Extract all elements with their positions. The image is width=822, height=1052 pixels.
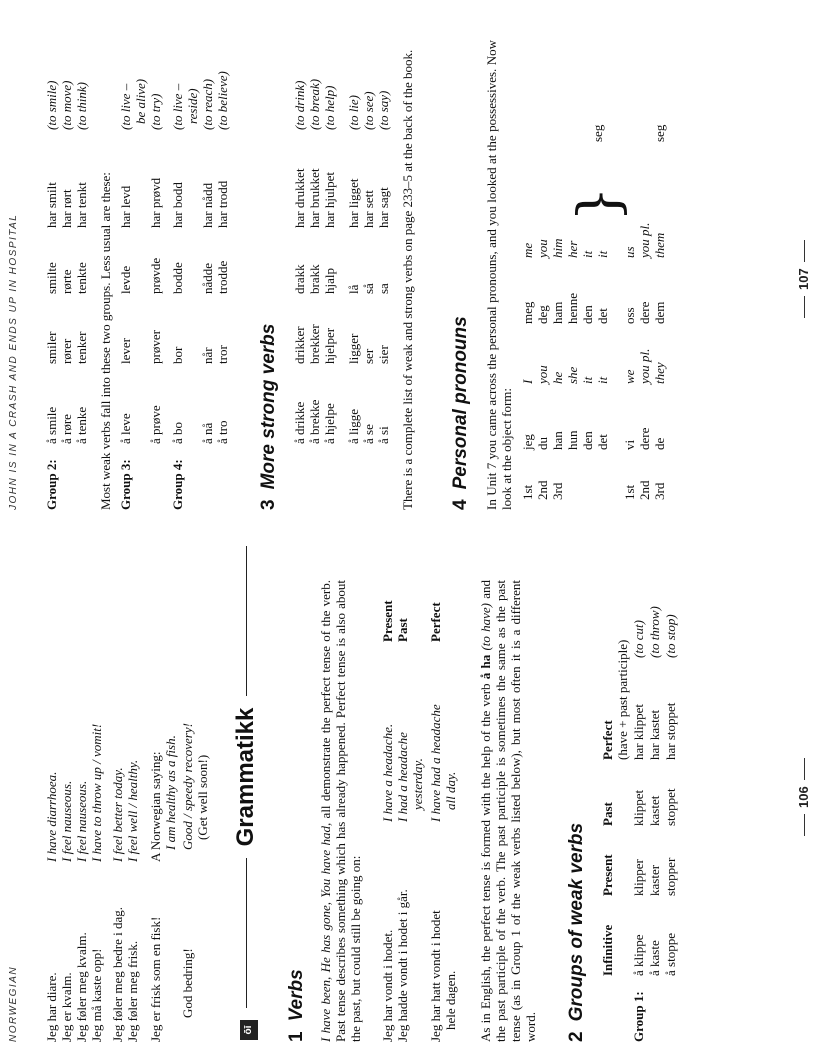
phrase-no: Jeg føler meg kvalm. bbox=[74, 932, 89, 1042]
weak-verbs-table bbox=[600, 588, 678, 1042]
reflexive-pronoun: seg bbox=[652, 124, 667, 142]
subject-pronoun: den bbox=[580, 431, 595, 450]
group-label: Group 3: bbox=[118, 459, 133, 510]
object-gloss: it bbox=[595, 250, 610, 258]
verb-perfect: har levd bbox=[118, 185, 133, 228]
verb-present: drikker bbox=[292, 326, 307, 364]
verb-present: brekker bbox=[307, 324, 322, 364]
phrase-no: Jeg har diare. bbox=[44, 972, 59, 1042]
verb-past: trodde bbox=[215, 260, 230, 294]
phrase-en: I have diarrhoea. bbox=[44, 771, 59, 862]
verb-past: kastet bbox=[647, 795, 662, 826]
tense-label: Past bbox=[395, 618, 410, 642]
tense-examples bbox=[380, 582, 425, 1042]
object-gloss: her bbox=[565, 240, 580, 258]
verb-present: tror bbox=[215, 345, 230, 364]
verb-perfect: har ligget bbox=[346, 178, 361, 228]
verb-gloss: (to break) bbox=[307, 78, 322, 130]
verb-perfect: har drukket bbox=[292, 168, 307, 228]
verb-perfect: har sett bbox=[361, 190, 376, 228]
subject-pronoun: du bbox=[535, 437, 550, 450]
verb-past: levde bbox=[118, 265, 133, 294]
verb-gloss: (to believe) bbox=[215, 71, 230, 130]
verb-past: rørte bbox=[59, 269, 74, 294]
subject-gloss: we bbox=[622, 369, 637, 384]
example-no: Jeg har vondt i hodet. bbox=[380, 929, 395, 1042]
object-pronoun: det bbox=[595, 308, 610, 324]
verb-past: hjalp bbox=[322, 268, 337, 294]
col-present: Present bbox=[600, 854, 615, 896]
section-number: 4 bbox=[450, 499, 471, 510]
pronouns-singular-table bbox=[520, 198, 610, 500]
section-title: Groups of weak verbs bbox=[566, 822, 587, 1022]
aux-gloss: (to have) bbox=[478, 603, 493, 655]
paragraph-text: As in English, the perfect tense is formed with the help of the verb bbox=[478, 679, 493, 1042]
verb-past: nådde bbox=[200, 262, 215, 294]
object-gloss: me bbox=[520, 242, 535, 258]
person: 1st bbox=[622, 484, 637, 500]
verb-present: bor bbox=[170, 346, 185, 364]
verb-infinitive: å prøve bbox=[148, 405, 163, 444]
object-pronoun: meg bbox=[520, 301, 535, 324]
group-3-table bbox=[118, 60, 163, 510]
verb-gloss: (to try) bbox=[148, 93, 163, 130]
object-pronoun: ham bbox=[550, 301, 565, 324]
subject-pronoun: jeg bbox=[520, 434, 535, 450]
verb-gloss: (to think) bbox=[74, 81, 89, 130]
rule-left bbox=[246, 858, 247, 1008]
section-3-heading bbox=[258, 324, 280, 510]
group-label: Group 4: bbox=[170, 459, 185, 510]
verb-past: bodde bbox=[170, 262, 185, 294]
phrase-no: Jeg må kaste opp! bbox=[89, 948, 104, 1042]
curly-brace-icon: } bbox=[567, 186, 632, 222]
page-107 bbox=[0, 0, 822, 524]
pronouns-intro: In Unit 7 you came across the personal pronouns, and you looked at the possessives. Now look at the object form: bbox=[484, 40, 514, 510]
saying-translation: I am healthy as a fish. bbox=[163, 735, 178, 850]
verb-infinitive: å klippe bbox=[631, 934, 646, 976]
phrase-no: Jeg er frisk som en fisk! bbox=[148, 916, 163, 1042]
verb-present: klipper bbox=[631, 859, 646, 896]
verb-perfect: har brukket bbox=[307, 168, 322, 228]
subject-gloss: he bbox=[550, 371, 565, 384]
verb-perfect: har tenkt bbox=[74, 182, 89, 228]
verb-perfect: har sagt bbox=[376, 187, 391, 228]
verb-infinitive: å røre bbox=[59, 414, 74, 444]
col-past: Past bbox=[600, 802, 615, 826]
verb-present: ligger bbox=[346, 333, 361, 364]
verb-infinitive: å bo bbox=[170, 421, 185, 444]
example-en: I have had a headache bbox=[428, 704, 443, 822]
verb-list-note: There is a complete list of weak and strong verbs on page 233–5 at the back of the book. bbox=[400, 49, 415, 510]
verb-perfect: har hjulpet bbox=[322, 172, 337, 228]
verb-infinitive: å se bbox=[361, 424, 376, 444]
subject-pronoun: de bbox=[652, 437, 667, 450]
tense-examples-perfect bbox=[428, 582, 458, 1042]
phrase-list-2 bbox=[110, 562, 140, 1042]
object-pronoun: oss bbox=[622, 307, 637, 324]
verb-gloss: (to reach) bbox=[200, 78, 215, 130]
subject-pronoun: dere bbox=[637, 427, 652, 450]
page-106 bbox=[0, 532, 822, 1052]
verb-present: sier bbox=[376, 345, 391, 364]
object-gloss: you pl. bbox=[637, 222, 652, 258]
person: 1st bbox=[520, 484, 535, 500]
verb-infinitive: å stoppe bbox=[663, 933, 678, 976]
verb-gloss-block bbox=[170, 60, 200, 130]
example-no: Jeg har hatt vondt i hodet bbox=[428, 910, 443, 1042]
tense-label: Present bbox=[380, 600, 395, 642]
verb-present: rører bbox=[59, 338, 74, 364]
col-infinitive: Infinitive bbox=[600, 924, 615, 976]
verb-past: drakk bbox=[292, 264, 307, 294]
verb-gloss: (to throw) bbox=[647, 606, 662, 658]
phrase-no: Jeg er kvalm. bbox=[59, 972, 74, 1042]
verb-infinitive: å leve bbox=[118, 413, 133, 444]
object-pronoun: den bbox=[580, 305, 595, 324]
section-2-heading bbox=[566, 823, 588, 1042]
object-pronoun: dere bbox=[637, 301, 652, 324]
col-perfect bbox=[600, 588, 630, 760]
page-number: 106 bbox=[796, 786, 811, 808]
phrase-list-1 bbox=[44, 562, 104, 1042]
paragraph-text: and the past participle of the verb. The past participle is sometimes the same as the past tense (as in Group 1 of the weak verbs listed below), but most often it is a different word. bbox=[478, 580, 538, 1042]
verb-perfect: har bodd bbox=[170, 182, 185, 228]
verb-gloss: (to help) bbox=[322, 85, 337, 130]
verb-past: tenkte bbox=[74, 262, 89, 294]
subject-pronoun: vi bbox=[622, 439, 637, 450]
section-title: Verbs bbox=[286, 969, 307, 1022]
verb-gloss: (to smile) bbox=[44, 80, 59, 130]
page-number: 107 bbox=[796, 268, 811, 290]
verb-perfect: har smilt bbox=[44, 182, 59, 228]
tense-label: Perfect bbox=[428, 602, 443, 642]
group-label: Group 1: bbox=[631, 991, 646, 1042]
phrase-en-gloss: (Get well soon!) bbox=[195, 754, 210, 840]
object-gloss: them bbox=[652, 232, 667, 258]
subject-gloss: she bbox=[565, 366, 580, 384]
verb-gloss: (to cut) bbox=[631, 620, 646, 658]
paragraph-text: all demonstrate the perfect tense of the verb. Past tense describes something which has already happened. Perfect tense is also about the past, but could still be going on: bbox=[318, 580, 363, 1042]
running-head-right: JOHN IS IN A CRASH AND ENDS UP IN HOSPITAL bbox=[8, 213, 19, 510]
verb-infinitive: å tenke bbox=[74, 406, 89, 444]
section-title: More strong verbs bbox=[258, 323, 279, 490]
verb-perfect: har rørt bbox=[59, 189, 74, 228]
verb-past: lå bbox=[346, 284, 361, 294]
example-en: I have a headache. bbox=[380, 723, 395, 822]
verb-infinitive: å drikke bbox=[292, 401, 307, 444]
example-no-cont: hele dagen. bbox=[443, 970, 458, 1030]
phrase-no: Jeg føler meg bedre i dag. bbox=[110, 906, 125, 1042]
rule-right bbox=[246, 546, 247, 696]
verb-perfect: har nådd bbox=[200, 182, 215, 228]
grammar-title: Grammatikk bbox=[232, 707, 259, 847]
grammar-icon: ōī bbox=[240, 1020, 258, 1040]
weak-verbs-note: Most weak verbs fall into these two groups. Less usual are these: bbox=[98, 172, 113, 510]
col-perfect-label: Perfect bbox=[600, 720, 615, 760]
strong-verbs-table-2 bbox=[346, 60, 391, 510]
verb-infinitive: å hjelpe bbox=[322, 403, 337, 444]
aux-verb: å ha bbox=[478, 654, 493, 680]
verb-gloss: (to lie) bbox=[346, 94, 361, 130]
verbs-paragraph bbox=[318, 580, 363, 1042]
running-head-left: NORWEGIAN bbox=[8, 965, 19, 1042]
verb-past: så bbox=[361, 283, 376, 294]
saying-intro: A Norwegian saying: bbox=[148, 751, 163, 862]
group-label: Group 2: bbox=[44, 459, 59, 510]
verb-present: når bbox=[200, 347, 215, 364]
verb-perfect: har kastet bbox=[647, 709, 662, 760]
verb-gloss-cont: reside) bbox=[185, 88, 200, 124]
object-pronoun: deg bbox=[535, 305, 550, 324]
section-title: Personal pronouns bbox=[450, 316, 471, 490]
verb-gloss: (to drink) bbox=[292, 80, 307, 130]
object-pronoun: henne bbox=[565, 292, 580, 324]
verb-past: sa bbox=[376, 283, 391, 294]
subject-gloss: it bbox=[595, 376, 610, 384]
phrase-en: I feel better today. bbox=[110, 767, 125, 862]
verb-gloss: (to see) bbox=[361, 91, 376, 130]
group-4-table bbox=[170, 60, 230, 510]
verb-infinitive: å smile bbox=[44, 406, 59, 444]
verb-gloss-block bbox=[118, 60, 148, 130]
verb-perfect: har prøvd bbox=[148, 177, 163, 228]
verb-gloss: (to say) bbox=[376, 90, 391, 130]
subject-gloss: you bbox=[535, 365, 550, 384]
verb-gloss-cont: be alive) bbox=[133, 78, 148, 124]
example-en-cont: yesterday. bbox=[410, 758, 425, 810]
phrase-no: Jeg føler meg frisk. bbox=[125, 940, 140, 1042]
phrase-en: Good / speedy recovery! bbox=[180, 723, 195, 850]
verb-gloss: (to live – bbox=[118, 83, 133, 130]
page-number-right bbox=[796, 234, 811, 324]
section-number: 3 bbox=[258, 499, 279, 510]
verb-present: tenker bbox=[74, 331, 89, 364]
perfect-formation-paragraph bbox=[478, 580, 538, 1042]
verb-infinitive: å brekke bbox=[307, 399, 322, 444]
verb-past: klippet bbox=[631, 789, 646, 826]
verb-present: ser bbox=[361, 348, 376, 364]
person: 2nd bbox=[637, 480, 652, 500]
verb-gloss: (to stop) bbox=[663, 614, 678, 658]
grammar-heading bbox=[232, 546, 260, 1008]
example-en-cont: all day. bbox=[443, 771, 458, 810]
perfect-examples: I have been, He has gone, You have had, bbox=[318, 822, 333, 1042]
verb-present: stopper bbox=[663, 857, 678, 896]
phrase-en-block bbox=[180, 562, 210, 862]
section-number: 2 bbox=[566, 1031, 587, 1042]
verb-present: lever bbox=[118, 338, 133, 364]
subject-gloss: they bbox=[652, 362, 667, 384]
subject-pronoun: det bbox=[595, 434, 610, 450]
object-pronoun: dem bbox=[652, 301, 667, 324]
verb-perfect: har klippet bbox=[631, 704, 646, 760]
subject-gloss: I bbox=[520, 379, 535, 384]
saying-bedring bbox=[180, 562, 210, 1042]
verb-gloss: (to live – bbox=[170, 83, 185, 130]
verb-infinitive: å tro bbox=[215, 420, 230, 444]
verb-past: smilte bbox=[44, 262, 59, 294]
subject-gloss: it bbox=[580, 376, 595, 384]
object-gloss: him bbox=[550, 238, 565, 258]
verb-infinitive: å kaste bbox=[647, 940, 662, 976]
verb-present: prøver bbox=[148, 330, 163, 364]
page-number-left bbox=[796, 752, 811, 842]
object-gloss: it bbox=[580, 250, 595, 258]
verb-present: hjelper bbox=[322, 327, 337, 364]
verb-infinitive: å nå bbox=[200, 422, 215, 444]
verb-past: prøvde bbox=[148, 257, 163, 294]
verb-past: brakk bbox=[307, 264, 322, 294]
verb-present: smiler bbox=[44, 331, 59, 364]
example-no: Jeg hadde vondt i hodet i går. bbox=[395, 889, 410, 1042]
verb-perfect: har stoppet bbox=[663, 702, 678, 760]
object-gloss: you bbox=[535, 239, 550, 258]
phrase-en-block bbox=[148, 562, 178, 862]
phrase-no: God bedring! bbox=[180, 948, 195, 1018]
subject-pronoun: hun bbox=[565, 430, 580, 450]
group-2-table bbox=[44, 60, 89, 510]
example-en-block bbox=[395, 652, 425, 822]
person: 3rd bbox=[550, 482, 565, 500]
subject-pronoun: han bbox=[550, 431, 565, 450]
pronouns-plural-table bbox=[622, 198, 667, 500]
example-en-block bbox=[428, 652, 458, 822]
verb-past: stoppet bbox=[663, 788, 678, 826]
saying-frisk bbox=[148, 562, 178, 1042]
person: 3rd bbox=[652, 482, 667, 500]
example-en: I had a headache bbox=[395, 732, 410, 822]
person: 2nd bbox=[535, 480, 550, 500]
subject-gloss: you pl. bbox=[637, 348, 652, 384]
section-4-heading bbox=[450, 316, 472, 510]
strong-verbs-table-1 bbox=[292, 60, 337, 510]
phrase-en: I have to throw up / vomit! bbox=[89, 723, 104, 862]
col-perfect-sub: (have + past participle) bbox=[615, 639, 630, 760]
verb-perfect: har trodd bbox=[215, 180, 230, 228]
reflexive-pronoun: seg bbox=[590, 124, 605, 142]
object-gloss: us bbox=[622, 246, 637, 258]
example-no-block bbox=[428, 832, 458, 1042]
verb-gloss: (to move) bbox=[59, 80, 74, 130]
phrase-en: I feel nauseous. bbox=[59, 780, 74, 862]
verb-infinitive: å si bbox=[376, 426, 391, 444]
section-number: 1 bbox=[286, 1031, 307, 1042]
verb-present: kaster bbox=[647, 864, 662, 896]
phrase-en: I feel nauseous. bbox=[74, 780, 89, 862]
phrase-en: I feel well / healthy. bbox=[125, 759, 140, 862]
section-1-heading bbox=[286, 969, 308, 1042]
verb-infinitive: å ligge bbox=[346, 408, 361, 444]
